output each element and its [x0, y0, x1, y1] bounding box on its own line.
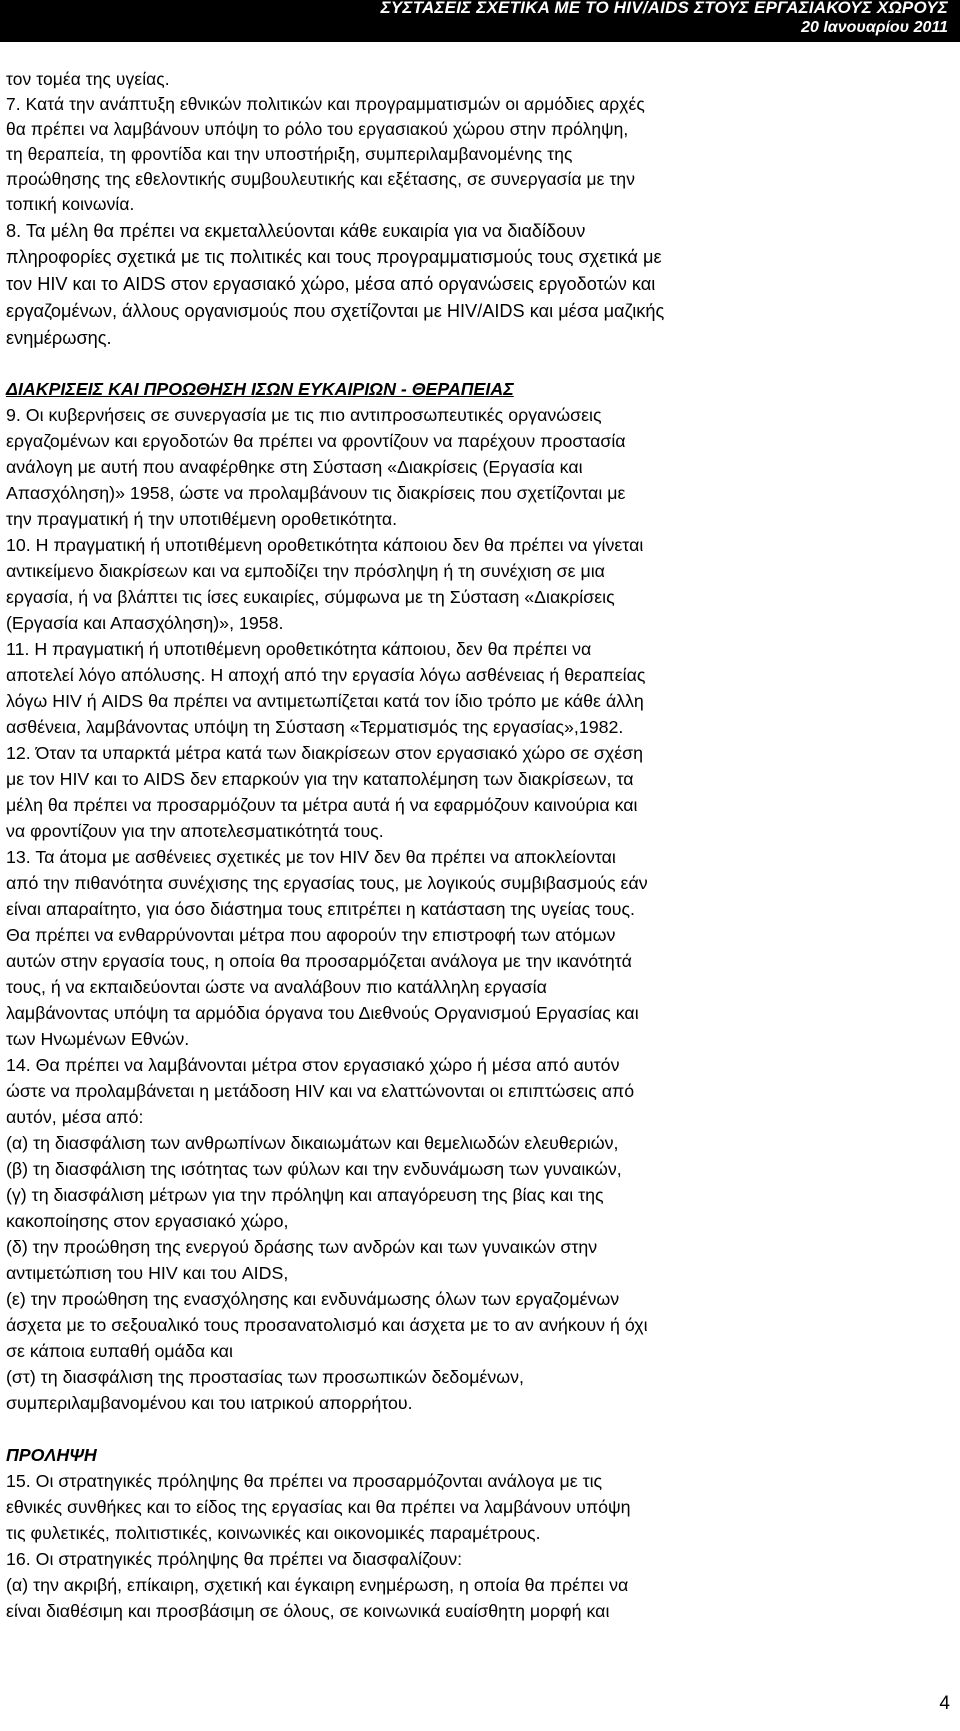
text-line: άσχετα με το σεξουαλικό τους προσανατολισμό και άσχετα με το αν ανήκουν ή όχι [6, 1314, 648, 1335]
text-line: (γ) τη διασφάλιση μέτρων για την πρόληψη και απαγόρευση της βίας και της [6, 1184, 604, 1205]
text-line: εθνικές συνθήκες και το είδος της εργασίας και θα πρέπει να λαμβάνουν υπόψη [6, 1496, 631, 1517]
text-line: 11. Η πραγματική ή υποτιθέμενη οροθετικότητα κάποιου, δεν θα πρέπει να [6, 638, 592, 659]
text-line: λόγω HIV ή AIDS θα πρέπει να αντιμετωπίζεται κατά τον ίδιο τρόπο με κάθε άλλη [6, 690, 644, 711]
text-line: θα πρέπει να λαμβάνουν υπόψη το ρόλο του εργασιακού χώρου στην πρόληψη, [6, 119, 629, 140]
paragraph-block-3 [6, 402, 954, 1416]
text-line: να φροντίζουν για την αποτελεσματικότητά τους. [6, 820, 384, 841]
text-line: 15. Οι στρατηγικές πρόληψης θα πρέπει να προσαρμόζονται ανάλογα με τις [6, 1470, 603, 1491]
text-line: 8. Τα μέλη θα πρέπει να εκμεταλλεύονται κάθε ευκαιρία για να διαδίδουν [6, 220, 586, 241]
text-line: ώστε να προλαμβάνεται η μετάδοση HIV και να ελαττώνονται οι επιπτώσεις από [6, 1080, 635, 1101]
text-line: (Εργασία και Απασχόληση)», 1958. [6, 612, 284, 633]
header-bar [0, 0, 960, 42]
text-line: 16. Οι στρατηγικές πρόληψης θα πρέπει να διασφαλίζουν: [6, 1548, 463, 1569]
text-line: των Ηνωμένων Εθνών. [6, 1028, 190, 1049]
text-line: 12. Όταν τα υπαρκτά μέτρα κατά των διακρίσεων στον εργασιακό χώρο σε σχέση [6, 742, 643, 763]
text-line: λαμβάνοντας υπόψη τα αρμόδια όργανα του Διεθνούς Οργανισμού Εργασίας και [6, 1002, 639, 1023]
text-line: 9. Οι κυβερνήσεις σε συνεργασία με τις πιο αντιπροσωπευτικές οργανώσεις [6, 404, 602, 425]
text-line: (δ) την προώθηση της ενεργού δράσης των ανδρών και των γυναικών στην [6, 1236, 598, 1257]
text-line: ασθένεια, λαμβάνοντας υπόψη τη Σύσταση «Τερματισμός της εργασίας»,1982. [6, 716, 624, 737]
text-line: Απασχόληση)» 1958, ώστε να προλαμβάνουν τις διακρίσεις που σχετίζονται με [6, 482, 626, 503]
text-line: είναι απαραίτητο, για όσο διάστημα τους επιτρέπει η κατάσταση της υγείας τους. [6, 898, 636, 919]
text-line: 14. Θα πρέπει να λαμβάνονται μέτρα στον εργασιακό χώρο ή μέσα από αυτόν [6, 1054, 620, 1075]
text-line: (β) τη διασφάλιση της ισότητας των φύλων και την ενδυνάμωση των γυναικών, [6, 1158, 622, 1179]
text-line: τους, ή να εκπαιδεύονται ώστε να αναλάβουν πιο κατάλληλη εργασία [6, 976, 547, 997]
section-heading-prevention: ΠΡΟΛΗΨΗ [6, 1444, 97, 1465]
text-line: Θα πρέπει να ενθαρρύνονται μέτρα που αφορούν την επιστροφή των ατόμων [6, 924, 616, 945]
paragraph-block-2 [6, 218, 954, 352]
text-line: (α) τη διασφάλιση των ανθρωπίνων δικαιωμάτων και θεμελιωδών ελευθεριών, [6, 1132, 619, 1153]
text-line: συμπεριλαμβανομένου και του ιατρικού απορρήτου. [6, 1392, 413, 1413]
text-line: ανάλογη με αυτή που αναφέρθηκε στη Σύσταση «Διακρίσεις (Εργασία και [6, 456, 583, 477]
text-line: αντιμετώπιση του HIV και του AIDS, [6, 1262, 289, 1283]
text-line: αυτών στην εργασία τους, η οποία θα προσαρμόζεται ανάλογα με την ικανότητά [6, 950, 632, 971]
text-line: εργασία, ή να βλάπτει τις ίσες ευκαιρίες, σύμφωνα με τη Σύσταση «Διακρίσεις [6, 586, 615, 607]
text-line: αντικείμενο διακρίσεων και να εμποδίζει την πρόσληψη ή τη συνέχιση σε μια [6, 560, 605, 581]
text-line: πληροφορίες σχετικά με τις πολιτικές και τους προγραμματισμούς τους σχετικά με [6, 247, 662, 268]
text-line: τη θεραπεία, τη φροντίδα και την υποστήριξη, συμπεριλαμβανομένης της [6, 144, 573, 165]
text-line: σε κάποια ευπαθή ομάδα και [6, 1340, 233, 1361]
text-line: τον τομέα της υγείας. [6, 69, 170, 89]
text-line: τοπική κοινωνία. [6, 194, 135, 215]
text-line: 13. Τα άτομα με ασθένειες σχετικές με τον HIV δεν θα πρέπει να αποκλείονται [6, 846, 616, 867]
text-line: κακοποίησης στον εργασιακό χώρο, [6, 1210, 289, 1231]
page-number: 4 [939, 1693, 950, 1714]
text-line: ενημέρωσης. [6, 327, 112, 348]
text-line: (α) την ακριβή, επίκαιρη, σχετική και έγκαιρη ενημέρωση, η οποία θα πρέπει να [6, 1574, 629, 1595]
text-line: 10. Η πραγματική ή υποτιθέμενη οροθετικότητα κάποιου δεν θα πρέπει να γίνεται [6, 534, 644, 555]
text-line: εργαζομένων, άλλους οργανισμούς που σχετίζονται με HIV/AIDS και μέσα μαζικής [6, 300, 665, 321]
text-line: προώθησης της εθελοντικής συμβουλευτικής και εξέτασης, σε συνεργασία με την [6, 169, 635, 190]
text-line: με τον HIV και το AIDS δεν επαρκούν για την καταπολέμηση των διακρίσεων, τα [6, 768, 634, 789]
paragraph-block-1 [6, 67, 954, 218]
text-line: αποτελεί λόγο απόλυσης. Η αποχή από την εργασία λόγω ασθένειας ή θεραπείας [6, 664, 646, 685]
text-line: τον HIV και το AIDS στον εργασιακό χώρο, μέσα από οργανώσεις εργοδοτών και [6, 274, 656, 295]
text-line: εργαζομένων και εργοδοτών θα πρέπει να φροντίζουν να παρέχουν προστασία [6, 430, 626, 451]
document-body [6, 67, 954, 1624]
text-line: (ε) την προώθηση της ενασχόλησης και ενδυνάμωσης όλων των εργαζομένων [6, 1288, 620, 1309]
section-heading-discrimination: ΔΙΑΚΡΙΣΕΙΣ ΚΑΙ ΠΡΟΩΘΗΣΗ ΙΣΩΝ ΕΥΚΑΙΡΙΩΝ - ΘΕΡΑΠΕΙΑΣ [6, 378, 514, 399]
text-line: τις φυλετικές, πολιτιστικές, κοινωνικές και οικονομικές παραμέτρους. [6, 1522, 541, 1543]
text-line: την πραγματική ή την υποτιθέμενη οροθετικότητα. [6, 508, 398, 529]
document-date: 20 Ιανουαρίου 2011 [801, 19, 948, 36]
text-line: αυτόν, μέσα από: [6, 1106, 144, 1127]
text-line: από την πιθανότητα συνέχισης της εργασίας τους, με λογικούς συμβιβασμούς εάν [6, 872, 648, 893]
text-line: (στ) τη διασφάλιση της προστασίας των προσωπικών δεδομένων, [6, 1366, 524, 1387]
text-line: είναι διαθέσιμη και προσβάσιμη σε όλους, σε κοινωνικά ευαίσθητη μορφή και [6, 1600, 610, 1621]
text-line: μέλη θα πρέπει να προσαρμόζουν τα μέτρα αυτά ή να εφαρμόζουν καινούρια και [6, 794, 638, 815]
text-line: 7. Κατά την ανάπτυξη εθνικών πολιτικών και προγραμματισμών οι αρμόδιες αρχές [6, 94, 645, 115]
paragraph-block-4 [6, 1468, 954, 1624]
document-title: ΣΥΣΤΑΣΕΙΣ ΣΧΕΤΙΚΑ ΜΕ ΤΟ HIV/AIDS ΣΤΟΥΣ ΕΡΓΑΣΙΑΚΟΥΣ ΧΩΡΟΥΣ [380, 0, 948, 17]
